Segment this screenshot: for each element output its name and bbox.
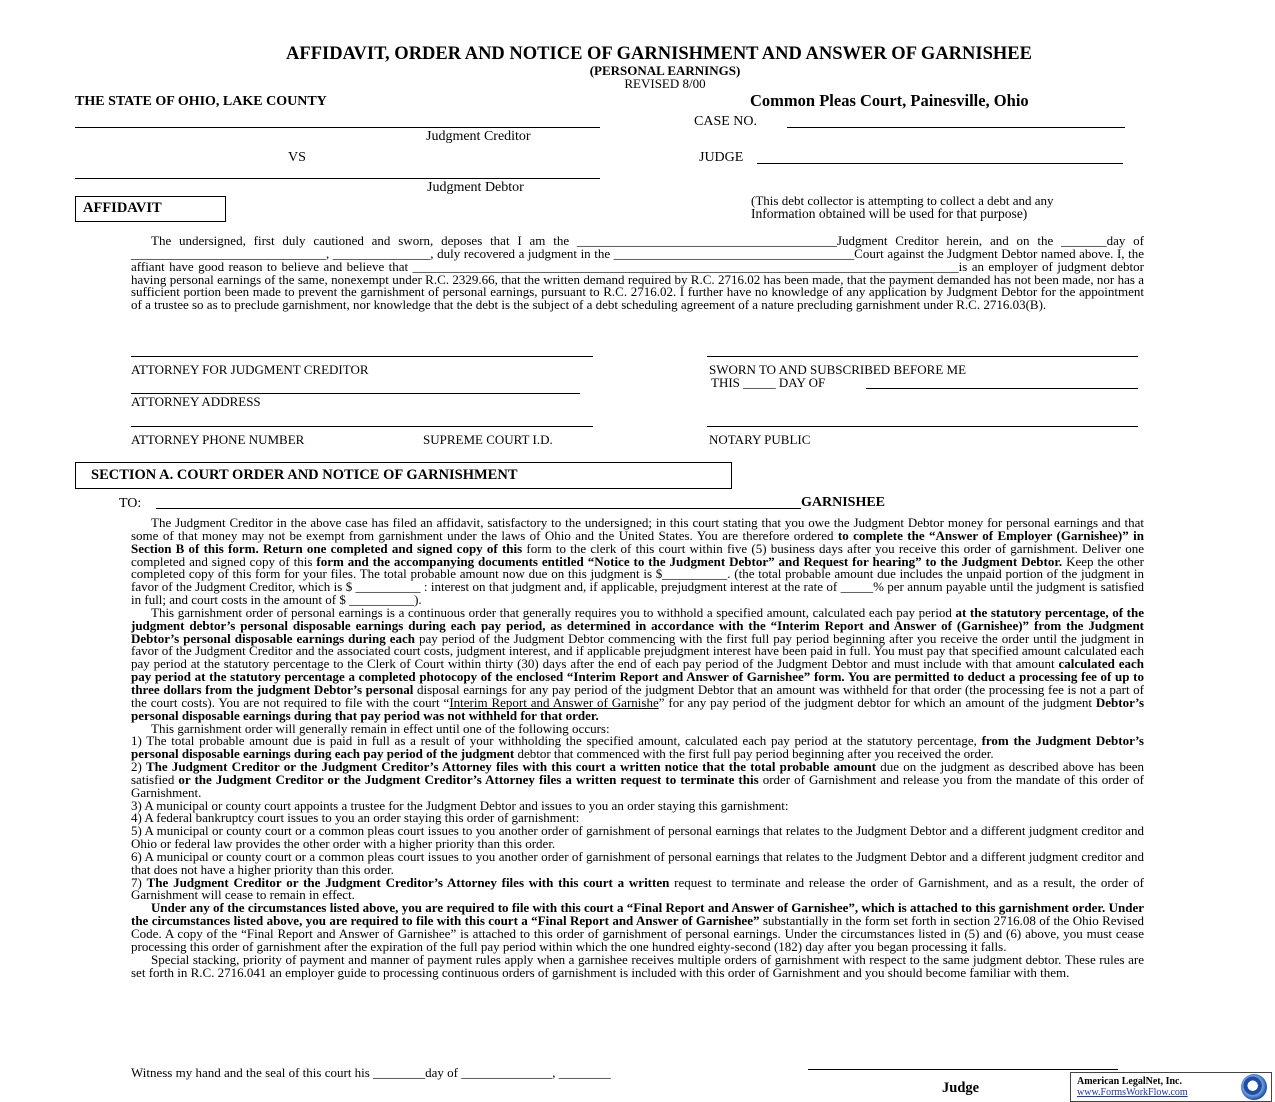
case-no-label: CASE NO. [694, 114, 758, 129]
globe-icon [1241, 1074, 1267, 1100]
company-name: American LegalNet, Inc. [1077, 1076, 1182, 1087]
supreme-court-id-label: SUPREME COURT I.D. [423, 432, 553, 447]
section-a-heading: SECTION A. COURT ORDER AND NOTICE OF GARNISHMENT [91, 467, 518, 483]
attorney-phone-line[interactable] [131, 426, 593, 427]
affidavit-text: The undersigned, first duly cautioned and sworn, deposes that I am the ________________________________________Judgment Creditor herein, and on the _______day of ______________________________, _______________, duly recovered a judgment in the _____________________________________Court against the Judgment Debtor named above. I, the affiant have good reason to believe and believe that ____________________________________________________________________________________is an employer of judgment debtor having personal earnings of the same, nonexempt under R.C. 2329.66, that the written demand required by R.C. 2716.02 has been made, that the payment demanded has not been made, nor has a sufficient portion been made to prevent the garnishment of personal earnings, pursuant to R.C. 2716.02. I further have no knowledge of any application by Judgment Debtor for the appointment of a trustee so as to preclude garnishment, nor knowledge that the debt is the subject of a debt scheduling agreement of a nature precluding garnishment under R.C. 2716.03(B). [131, 233, 1144, 313]
condition-3: 3) A municipal or county court appoints a trustee for the Judgment Debtor and issues to you an order staying this garnishment: [131, 797, 789, 813]
order-body [131, 517, 1144, 979]
vs-label: VS [288, 150, 306, 165]
judge-signature-line[interactable] [808, 1069, 1118, 1070]
condition-4: 4) A federal bankruptcy court issues to you an order staying this order of garnishment: [131, 810, 580, 826]
notary-public-label: NOTARY PUBLIC [709, 432, 811, 447]
case-no-field[interactable] [787, 127, 1125, 128]
to-label: TO: [119, 496, 142, 511]
attorney-phone-label: ATTORNEY PHONE NUMBER [131, 432, 305, 447]
affidavit-body [131, 235, 1144, 312]
judge-field[interactable] [757, 163, 1123, 164]
garnishee-label: GARNISHEE [801, 495, 886, 510]
judgment-debtor-label: Judgment Debtor [427, 180, 524, 195]
attorney-label: ATTORNEY FOR JUDGMENT CREDITOR [131, 362, 369, 377]
creditor-name-line[interactable] [75, 127, 600, 128]
notary-top-line[interactable] [707, 356, 1138, 357]
order-paragraph-3: This garnishment order will generally remain in effect until one of the following occurs: [151, 720, 610, 736]
debtor-name-line[interactable] [75, 178, 600, 179]
witness-line: Witness my hand and the seal of this court his ________day of ______________, ________ [131, 1065, 611, 1080]
americanlegalnet-logo [1070, 1072, 1272, 1102]
judgment-creditor-label: Judgment Creditor [426, 129, 531, 144]
court-name: Common Pleas Court, Painesville, Ohio [750, 91, 1029, 110]
affidavit-heading: AFFIDAVIT [83, 200, 162, 216]
notary-signature-line[interactable] [707, 426, 1138, 427]
formsworkflow-link[interactable]: www.FormsWorkFlow.com [1077, 1087, 1188, 1098]
order-paragraph-1: The Judgment Creditor in the above case has filed an affidavit, satisfactory to the undersigned; in this court stating that you owe the Judgment Debtor money for personal earnings and that some of that money may not be exempt from garnishment under the laws of Ohio and the United States. You are therefore ordered to complete the “Answer of Employer (Garnishee)” in Section B of this form. Return one completed and signed copy of this form to the clerk of this court within five (5) business days after you receive this order of garnishment. Deliver one completed and signed copy of this form and the accompanying documents entitled “Notice to the Judgment Debtor” and Request for hearing” to the Judgment Debtor. Keep the other completed copy of this form for your files. The total probable amount now due on this judgment is $__________. (the total probable amount due includes the unpaid portion of the judgment in favor of the Judgment Creditor, which is $ __________ : interest on that judgment and, if applicable, prejudgment interest at the rate of _____% per annum payable until the judgment is satisfied in full; and court costs in the amount of $ __________). [131, 515, 1145, 608]
affidavit-heading-box [75, 196, 226, 222]
condition-2: 2) The Judgment Creditor or the Judgment Creditor’s Attorney files with this court a written notice that the total probable amount due on the judgment as described above has been satisfied or the Judgment Creditor or the Judgment Creditor’s Attorney files a written request to terminate this order of Garnishment and release you from the mandate of this order of Garnishment. [131, 759, 1144, 800]
order-paragraph-5: Special stacking, priority of payment and manner of payment rules apply when a garnishee receives multiple orders of garnishment with respect to the same judgment debtor. These rules are set forth in R.C. 2716.041 an employer guide to processing continuous orders of garnishment is included with this order of Garnishment and you should become familiar with them. [131, 951, 1144, 980]
document-title: AFFIDAVIT, ORDER AND NOTICE OF GARNISHMENT AND ANSWER OF GARNISHEE [286, 44, 1032, 64]
this-day-label: THIS _____ DAY OF [711, 375, 826, 390]
interim-report-reference: Interim Report and Answer of Garnishe [449, 694, 659, 710]
garnishee-name-field[interactable] [156, 508, 801, 509]
order-paragraph-4: Under any of the circumstances listed above, you are required to file with this court a “Final Report and Answer of Garnishee”, which is attached to this garnishment order. Under the circumstances listed above, you are required to file with this court a “Final Report and Answer of Garnishee” substantially in the form set forth in section 2716.08 of the Ohio Revised Code. A copy of the “Final Report and Answer of Garnishee” is attached to this order of garnishment of personal earnings. Under the circumstances listed in (5) and (6) above, you must cease processing this order of garnishment after the expiration of the full pay period within which the one hundred eighty-second (182) day after you began processing it falls. [131, 900, 1144, 954]
condition-5: 5) A municipal or county court or a common pleas court issues to you another order of garnishment of personal earnings that relates to the Judgment Debtor and a different judgment creditor and Ohio or federal law provides the other order with a higher priority than this order. [131, 823, 1144, 852]
judge-signature-label: Judge [942, 1080, 980, 1096]
document-subtitle: (PERSONAL EARNINGS) [589, 63, 741, 78]
judge-label: JUDGE [699, 150, 744, 165]
day-of-field[interactable] [866, 388, 1138, 389]
condition-6: 6) A municipal or county court or a common pleas court issues to you another order of garnishment of personal earnings that relates to the Judgment Debtor and a different judgment creditor and that does not have a higher priority than this order. [131, 848, 1144, 877]
debt-collector-notice-1: (This debt collector is attempting to collect a debt and any [751, 193, 1054, 208]
revised-date: REVISED 8/00 [624, 76, 706, 91]
condition-7: 7) The Judgment Creditor or the Judgment Creditor’s Attorney files with this court a written request to terminate and release the order of Garnishment, and as a result, the order of Garnishment will cease to remain in effect. [131, 874, 1144, 903]
sworn-label: SWORN TO AND SUBSCRIBED BEFORE ME [709, 362, 967, 377]
section-a-heading-box [75, 462, 732, 489]
state-county: THE STATE OF OHIO, LAKE COUNTY [75, 94, 327, 109]
attorney-address-label: ATTORNEY ADDRESS [131, 394, 261, 409]
attorney-signature-line[interactable] [131, 356, 593, 357]
debt-collector-notice-2: Information obtained will be used for that purpose) [751, 206, 1028, 221]
order-paragraph-2: This garnishment order of personal earnings is a continuous order that generally requires you to withhold a specified amount, calculated each pay period at the statutory percentage, of the judgment debtor’s personal disposable earnings during each pay period, as determined in accordance with the “Interim Report and Answer of (Garnishee)” from the Judgment Debtor’s personal disposable earnings during each pay period of the Judgment Debtor commencing with the first full pay period beginning after you receive the order until the judgment in favor of the Judgment Creditor and the associated court costs, judgment interest, and if applicable prejudgment interest have been paid in full. You must pay that specified amount calculated each pay period at the statutory percentage to the Clerk of Court within thirty (30) days after the end of each pay period of the Judgment Debtor and must include with that amount calculated each pay period at the statutory percentage a completed photocopy of the enclosed “Interim Report and Answer of Garnishee” form. You are permitted to deduct a processing fee of up to three dollars from the judgment Debtor’s personal disposal earnings for any pay period of the judgment Debtor that an amount was withheld for that order (the processing fee is not a part of the court costs). You are not required to file with the court “Interim Report and Answer of Garnishe” for any pay period of the judgment debtor for which an amount of the judgment Debtor’s personal disposable earnings during that pay period was not withheld for that order. [131, 604, 1145, 723]
condition-1: 1) The total probable amount due is paid in full as a result of your withholding the specified amount, calculated each pay period at the statutory percentage, from the Judgment Debtor’s personal disposable earnings during each pay period of the judgment debtor that commenced with the first full pay period beginning after you received the order. [131, 733, 1144, 762]
